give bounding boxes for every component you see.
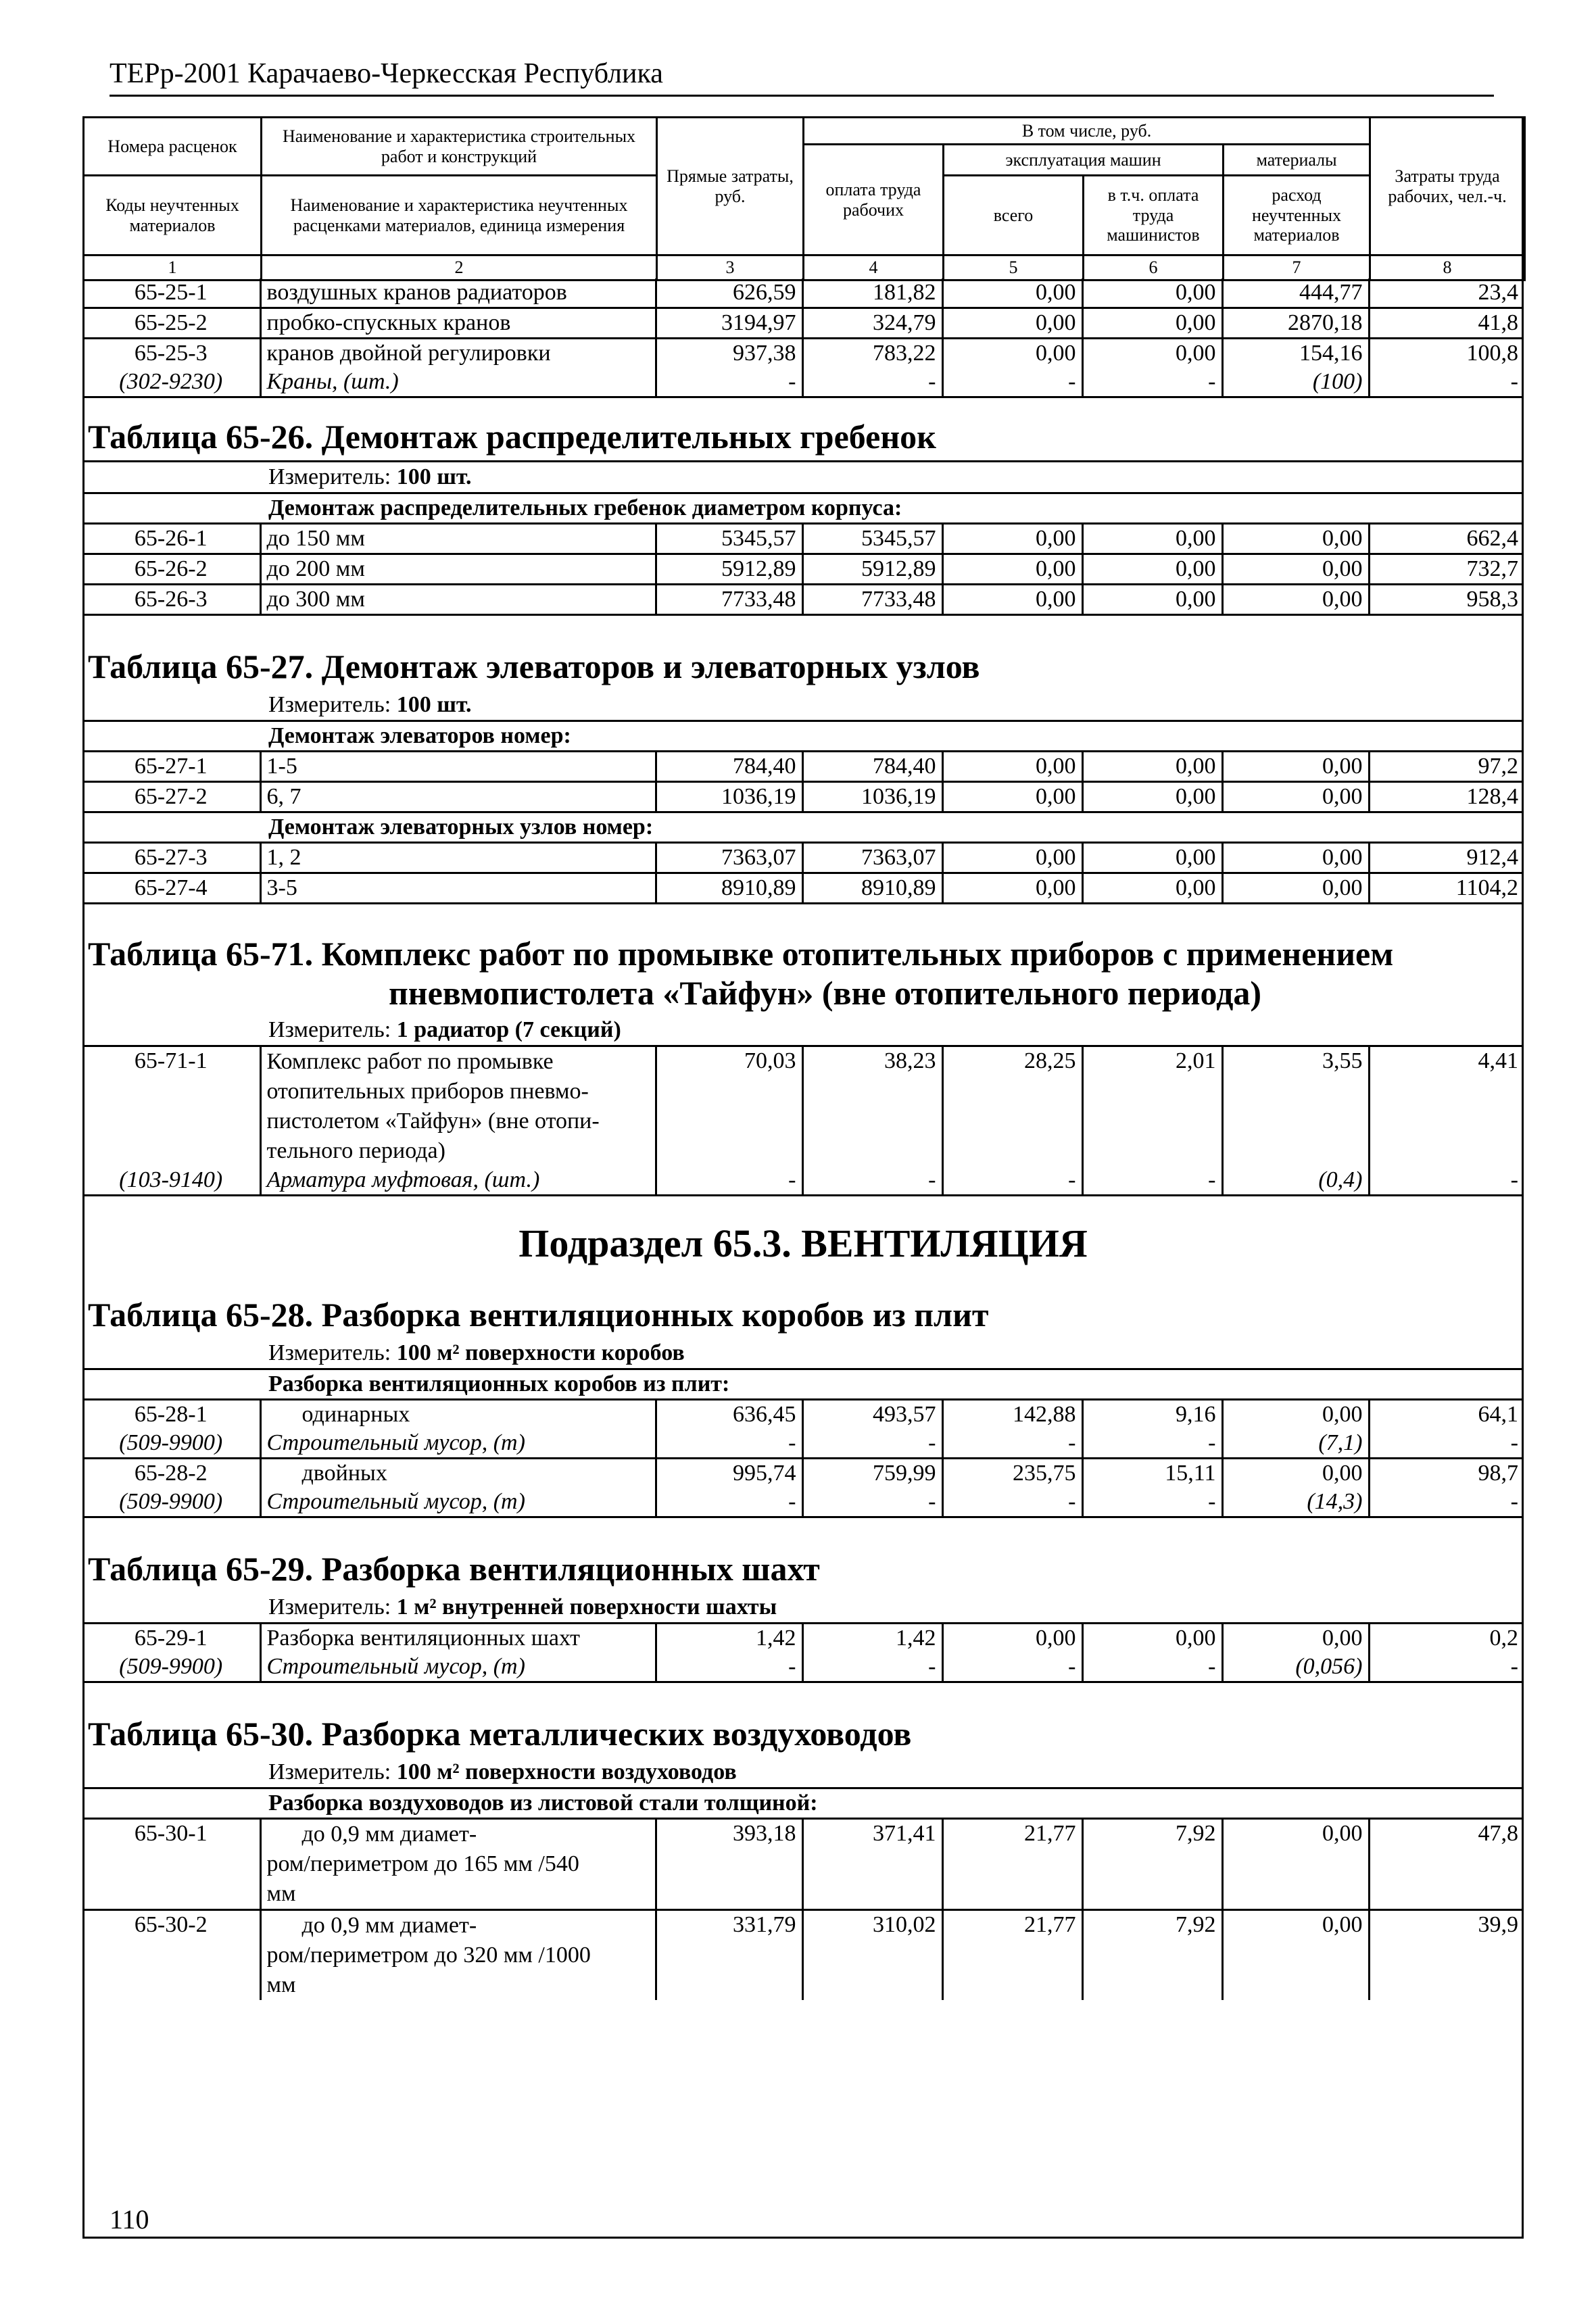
row-value: 21,77 [942, 1820, 1082, 1910]
row-value: 0,00 [942, 844, 1082, 873]
table-65-28-subheading: Разборка вентиляционных коробов из плит: [82, 1368, 1524, 1400]
table-row [82, 752, 1524, 782]
row-value: (14,3) [1222, 1488, 1369, 1517]
row-value: 0,00 [1082, 1624, 1222, 1653]
row-name [260, 1910, 656, 2001]
row-value: - [656, 1166, 802, 1196]
row-value: 97,2 [1369, 752, 1524, 782]
table-row [82, 525, 1524, 554]
table-65-30-title: Таблица 65-30. Разборка металлических воздуховодов [88, 1715, 912, 1753]
material-code: (509-9900) [82, 1488, 260, 1517]
table-row [82, 844, 1524, 873]
row-name-line: пистолетом «Тайфун» (вне отопи- [266, 1108, 600, 1134]
row-name: до 300 мм [260, 585, 656, 615]
row-name-line: отопительных приборов пневмо- [266, 1079, 589, 1104]
table-65-71-title-line-1: Таблица 65-71. Комплекс работ по промывке отопительных приборов с применением [88, 935, 1394, 973]
row-value: 128,4 [1369, 782, 1524, 812]
table-65-30-subheading: Разборка воздуховодов из листовой стали толщиной: [82, 1787, 1524, 1820]
row-value: 0,00 [1082, 844, 1222, 873]
mach-total-header: всего [944, 176, 1084, 255]
col-num-8: 8 [1370, 255, 1525, 281]
row-value: 331,79 [656, 1910, 802, 2001]
row-value: 937,38 [656, 339, 802, 368]
material-name: Краны, (шт.) [260, 368, 656, 397]
row-value: 784,40 [802, 752, 942, 782]
row-value: 0,00 [1082, 339, 1222, 368]
row-value: 444,77 [1222, 278, 1369, 308]
row-value: - [942, 1488, 1082, 1517]
row-code: 65-26-2 [82, 554, 260, 585]
row-value: 0,00 [1082, 585, 1222, 615]
material-row [82, 1166, 1524, 1196]
row-value: 0,00 [1222, 782, 1369, 812]
row-name: до 200 мм [260, 554, 656, 585]
row-value: 1104,2 [1369, 873, 1524, 904]
measure-label: Измеритель: [268, 1759, 391, 1784]
subsection-title: Подраздел 65.3. ВЕНТИЛЯЦИЯ [518, 1221, 1088, 1265]
row-value: 7363,07 [656, 844, 802, 873]
incl-header: В том числе, руб. [804, 118, 1370, 145]
row-value: 39,9 [1478, 1912, 1518, 1937]
row-value: 0,00 [942, 308, 1082, 339]
measure-value: 100 м² поверхности воздуховодов [396, 1759, 737, 1784]
table-65-29-rows [82, 1622, 1524, 1683]
row-value: 0,00 [1222, 525, 1369, 554]
material-row [82, 1653, 1524, 1682]
row-value: 324,79 [802, 308, 942, 339]
row-value: 100,8 [1466, 341, 1518, 366]
row-code: 65-71-1 [82, 1046, 260, 1167]
row-code: 65-26-3 [82, 585, 260, 615]
row-value: - [802, 368, 942, 397]
row-code: 65-27-2 [82, 782, 260, 812]
row-value: 70,03 [656, 1046, 802, 1167]
row-value: 995,74 [656, 1459, 802, 1488]
table-row [82, 339, 1524, 368]
col2-top-header: Наименование и характеристика строительных работ и конструкций [262, 118, 657, 176]
row-value: 0,00 [1082, 782, 1222, 812]
row-code: 65-28-1 [82, 1400, 260, 1429]
row-value: 636,45 [656, 1400, 802, 1429]
row-value: 0,00 [1222, 1820, 1369, 1910]
row-value: 0,00 [1222, 1624, 1369, 1653]
table-row [82, 278, 1524, 308]
row-value: 0,00 [1222, 585, 1369, 615]
row-value: 142,88 [942, 1400, 1082, 1429]
col-num-4: 4 [804, 255, 944, 281]
row-value: - [802, 1488, 942, 1517]
row-value: 0,00 [942, 873, 1082, 904]
column-header-table [82, 116, 1526, 281]
table-row [82, 782, 1524, 812]
row-value: 1036,19 [802, 782, 942, 812]
row-value: 47,8 [1369, 1820, 1524, 1910]
row-code: 65-26-1 [82, 525, 260, 554]
col-num-5: 5 [944, 255, 1084, 281]
measure-label: Измеритель: [268, 1340, 391, 1365]
measure-value: 100 шт. [396, 464, 472, 489]
row-value: 2,01 [1082, 1046, 1222, 1167]
row-value: 98,7 [1478, 1461, 1518, 1486]
row-value: 64,1 [1478, 1402, 1518, 1427]
table-65-28-rows [82, 1400, 1524, 1518]
measure-value: 1 радиатор (7 секций) [396, 1017, 621, 1042]
table-65-26-rows [82, 525, 1524, 616]
row-name [260, 1820, 656, 1910]
labor-header: оплата труда рабочих [804, 145, 944, 255]
row-value: 783,22 [802, 339, 942, 368]
row-name-line: тельного периода) [266, 1138, 445, 1163]
row-code: 65-25-1 [82, 278, 260, 308]
row-name-line: мм [266, 1972, 296, 1997]
material-code: (103-9140) [82, 1166, 260, 1196]
mach-labor-header: в т.ч. оплата труда машинистов [1084, 176, 1224, 255]
row-value: 7363,07 [802, 844, 942, 873]
row-name: одинарных [260, 1400, 656, 1429]
row-value: 5345,57 [656, 525, 802, 554]
table-65-27-rows-1 [82, 752, 1524, 813]
row-name: воздушных кранов радиаторов [260, 278, 656, 308]
row-name-line: ром/периметром до 320 мм /1000 [266, 1943, 591, 1968]
col-num-6: 6 [1084, 255, 1224, 281]
row-value: 0,00 [1222, 554, 1369, 585]
page-number: 110 [110, 2204, 149, 2235]
row-value: - [656, 368, 802, 397]
row-value: 21,77 [942, 1910, 1082, 2001]
header-rule [110, 95, 1494, 97]
row-value: 28,25 [942, 1046, 1082, 1167]
row-value: 0,00 [1082, 554, 1222, 585]
row-value: 0,00 [942, 339, 1082, 368]
row-value: 0,00 [1082, 752, 1222, 782]
row-value: 0,2 [1489, 1626, 1518, 1651]
row-value: 0,00 [1082, 278, 1222, 308]
col-num-1: 1 [84, 255, 262, 281]
row-value: - [942, 368, 1082, 397]
row-value: (0,056) [1222, 1653, 1369, 1682]
measure-label: Измеритель: [268, 692, 391, 717]
row-value: 0,00 [942, 1624, 1082, 1653]
row-value: - [1369, 1429, 1524, 1459]
row-value: - [942, 1429, 1082, 1459]
row-value: 7,92 [1082, 1820, 1222, 1910]
row-value: 0,00 [1082, 525, 1222, 554]
row-value: - [942, 1653, 1082, 1682]
row-value: 0,00 [1222, 1910, 1369, 2001]
row-value: 0,00 [1222, 1400, 1369, 1429]
row-code: 65-30-2 [82, 1910, 260, 2001]
row-value: 38,23 [802, 1046, 942, 1167]
table-65-25-rows [82, 278, 1524, 398]
row-name: Разборка вентиляционных шахт [260, 1624, 656, 1653]
table-row [82, 1820, 1524, 1910]
measure-value: 100 м² поверхности коробов [396, 1340, 685, 1365]
row-name: кранов двойной регулировки [260, 339, 656, 368]
material-row [82, 1488, 1524, 1517]
row-value: - [802, 1653, 942, 1682]
row-value: 0,00 [1222, 1459, 1369, 1488]
table-row [82, 1459, 1524, 1488]
row-value: - [1082, 1429, 1222, 1459]
row-value: - [656, 1429, 802, 1459]
page-header-title: ТЕРр-2001 Карачаево-Черкесская Республика [110, 58, 663, 89]
table-row [82, 308, 1524, 339]
row-value: 0,00 [942, 525, 1082, 554]
row-value: 1036,19 [656, 782, 802, 812]
row-value: - [802, 1429, 942, 1459]
row-value: 4,41 [1478, 1048, 1518, 1073]
row-value: - [1082, 1653, 1222, 1682]
row-value: - [1082, 1166, 1222, 1196]
row-value: 0,00 [1222, 752, 1369, 782]
row-value: 626,59 [656, 278, 802, 308]
table-65-71-title [82, 931, 1524, 1015]
row-name-line: ром/периметром до 165 мм /540 [266, 1851, 579, 1876]
row-value: 235,75 [942, 1459, 1082, 1488]
row-code: 65-27-3 [82, 844, 260, 873]
row-value: 1,42 [656, 1624, 802, 1653]
row-value: - [1369, 368, 1524, 397]
row-value: 759,99 [802, 1459, 942, 1488]
row-value: (100) [1222, 368, 1369, 397]
row-value: 0,00 [942, 782, 1082, 812]
table-65-27-title: Таблица 65-27. Демонтаж элеваторов и элеваторных узлов [88, 648, 980, 685]
row-name: 1-5 [260, 752, 656, 782]
measure-label: Измеритель: [268, 1017, 391, 1042]
row-value: 8910,89 [656, 873, 802, 904]
table-row [82, 554, 1524, 585]
table-row [82, 1910, 1524, 2001]
row-value: 3194,97 [656, 308, 802, 339]
row-value: 0,00 [942, 278, 1082, 308]
table-65-30-measure [82, 1757, 1524, 1787]
row-value: 5345,57 [802, 525, 942, 554]
table-65-28-title: Таблица 65-28. Разборка вентиляционных коробов из плит [88, 1296, 989, 1334]
table-65-29-title: Таблица 65-29. Разборка вентиляционных шахт [88, 1550, 820, 1588]
row-value: - [802, 1166, 942, 1196]
row-name: 3-5 [260, 873, 656, 904]
material-name: Строительный мусор, (т) [260, 1429, 656, 1459]
row-value: 0,00 [942, 752, 1082, 782]
col-num-7: 7 [1224, 255, 1370, 281]
row-code: 65-27-1 [82, 752, 260, 782]
row-code: 65-28-2 [82, 1459, 260, 1488]
table-65-71-title-line-2: пневмопистолета «Тайфун» (вне отопительного периода) [389, 974, 1262, 1012]
row-value: 958,3 [1369, 585, 1524, 615]
row-value: 1,42 [802, 1624, 942, 1653]
row-value: 8910,89 [802, 873, 942, 904]
row-value: - [1082, 368, 1222, 397]
row-name-line: до 0,9 мм диамет- [301, 1822, 477, 1847]
material-name: Строительный мусор, (т) [260, 1653, 656, 1682]
table-row [82, 1046, 1524, 1167]
row-value: 5912,89 [656, 554, 802, 585]
measure-value: 100 шт. [396, 692, 472, 717]
row-value: 0,00 [942, 585, 1082, 615]
row-name: двойных [260, 1459, 656, 1488]
row-name: до 150 мм [260, 525, 656, 554]
material-name: Строительный мусор, (т) [260, 1488, 656, 1517]
row-value: - [1369, 1166, 1524, 1196]
material-code: (509-9900) [82, 1653, 260, 1682]
materials-header: материалы [1224, 145, 1370, 176]
row-code: 65-30-1 [82, 1820, 260, 1910]
col1-bottom-header: Коды неучтенных материалов [84, 176, 262, 255]
measure-label: Измеритель: [268, 1594, 391, 1619]
row-value: 912,4 [1369, 844, 1524, 873]
row-code: 65-27-4 [82, 873, 260, 904]
row-value: 5912,89 [802, 554, 942, 585]
row-value: 0,00 [1082, 308, 1222, 339]
table-65-28-measure [82, 1338, 1524, 1368]
row-value: - [942, 1166, 1082, 1196]
row-name-line: до 0,9 мм диамет- [301, 1913, 477, 1938]
row-value: 0,00 [1222, 844, 1369, 873]
mat-unacc-header: расход неучтенных материалов [1224, 176, 1370, 255]
table-65-26-subheading: Демонтаж распределительных гребенок диаметром корпуса: [82, 492, 1524, 525]
table-65-71-rows [82, 1045, 1524, 1196]
table-65-27-measure [82, 690, 1524, 720]
row-value: - [656, 1653, 802, 1682]
row-value: 15,11 [1082, 1459, 1222, 1488]
row-value: 7,92 [1082, 1910, 1222, 2001]
row-value: 393,18 [656, 1820, 802, 1910]
row-value: 0,00 [942, 554, 1082, 585]
row-value: 3,55 [1222, 1046, 1369, 1167]
row-value: 784,40 [656, 752, 802, 782]
table-65-71-measure [82, 1015, 1524, 1045]
material-code: (509-9900) [82, 1429, 260, 1459]
table-65-29-measure [82, 1592, 1524, 1622]
labor-cost-header: Затраты труда рабочих, чел.-ч. [1370, 118, 1525, 255]
row-value: 7733,48 [802, 585, 942, 615]
measure-value: 1 м² внутренней поверхности шахты [396, 1594, 777, 1619]
col2-bottom-header: Наименование и характеристика неучтенных расценками материалов, единица измерения [262, 176, 657, 255]
col-num-3: 3 [657, 255, 804, 281]
material-code: (302-9230) [82, 368, 260, 397]
table-65-26-title: Таблица 65-26. Демонтаж распределительных гребенок [88, 418, 936, 456]
row-name: 6, 7 [260, 782, 656, 812]
row-value: - [1369, 1653, 1524, 1682]
material-row [82, 1429, 1524, 1459]
row-value: 732,7 [1369, 554, 1524, 585]
table-65-30-rows [82, 1820, 1524, 2000]
row-value: 493,57 [802, 1400, 942, 1429]
row-value: 154,16 [1222, 339, 1369, 368]
row-value: - [1082, 1488, 1222, 1517]
table-row [82, 1400, 1524, 1429]
table-row [82, 585, 1524, 615]
measure-label: Измеритель: [268, 464, 391, 489]
material-name: Арматура муфтовая, (шт.) [260, 1166, 656, 1196]
row-value: 371,41 [802, 1820, 942, 1910]
row-value: - [656, 1488, 802, 1517]
row-value: - [1369, 1488, 1524, 1517]
col-num-2: 2 [262, 255, 657, 281]
material-row [82, 368, 1524, 397]
machines-header: эксплуатация машин [944, 145, 1224, 176]
table-65-27-rows-2 [82, 844, 1524, 904]
row-value: 2870,18 [1222, 308, 1369, 339]
col3-header: Прямые затраты, руб. [657, 118, 804, 255]
row-value: 9,16 [1082, 1400, 1222, 1429]
row-value: 7733,48 [656, 585, 802, 615]
row-value: 41,8 [1369, 308, 1524, 339]
row-name-line: Комплекс работ по промывке [266, 1049, 554, 1074]
content [82, 278, 1524, 2000]
row-value: 23,4 [1369, 278, 1524, 308]
row-name: пробко-спускных кранов [260, 308, 656, 339]
row-value: 181,82 [802, 278, 942, 308]
table-65-27-subheading-2: Демонтаж элеваторных узлов номер: [82, 813, 1524, 844]
row-value: 0,00 [1222, 873, 1369, 904]
row-value: 662,4 [1369, 525, 1524, 554]
row-code: 65-25-2 [82, 308, 260, 339]
row-value: (0,4) [1222, 1166, 1369, 1196]
table-65-27-subheading-1: Демонтаж элеваторов номер: [82, 720, 1524, 752]
row-code: 65-29-1 [82, 1624, 260, 1653]
row-value: 310,02 [802, 1910, 942, 2001]
table-row [82, 873, 1524, 904]
table-row [82, 1624, 1524, 1653]
row-name-line: мм [266, 1881, 296, 1906]
row-name [260, 1046, 656, 1167]
row-value: (7,1) [1222, 1429, 1369, 1459]
table-65-26-measure [82, 460, 1524, 492]
col1-top-header: Номера расценок [84, 118, 262, 176]
row-code: 65-25-3 [82, 339, 260, 368]
row-value: 0,00 [1082, 873, 1222, 904]
row-name: 1, 2 [260, 844, 656, 873]
